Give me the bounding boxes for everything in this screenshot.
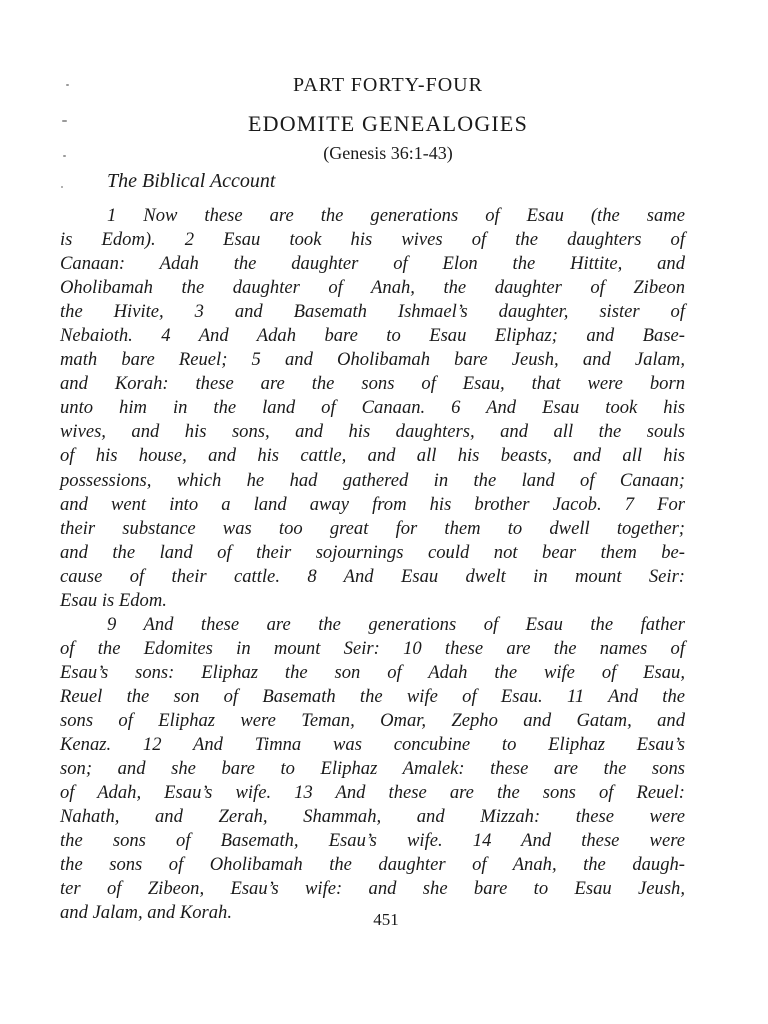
text-line: the Hivite, 3 and Basemath Ishmael’s daughter, sister of <box>60 301 685 323</box>
text-line: and went into a land away from his brother Jacob. 7 For <box>60 493 685 515</box>
text-line: the sons of Basemath, Esau’s wife. 14 And these were <box>60 830 685 852</box>
part-heading: PART FORTY-FOUR <box>293 74 483 96</box>
text-line: their substance was too great for them to dwell together; <box>60 517 685 539</box>
text-line: Reuel the son of Basemath the wife of Esau. 11 And the <box>60 685 685 707</box>
chapter-title: EDOMITE GENEALOGIES <box>247 111 529 136</box>
body-text <box>60 204 685 925</box>
text-line: possessions, which he had gathered in the land of Canaan; <box>60 469 685 491</box>
text-line: son; and she bare to Eliphaz Amalek: these are the sons <box>60 758 685 780</box>
text-line: unto him in the land of Canaan. 6 And Esau took his <box>60 397 685 419</box>
text-line: wives, and his sons, and his daughters, and all the souls <box>60 421 685 443</box>
scan-speck <box>66 84 69 86</box>
text-line: sons of Eliphaz were Teman, Omar, Zepho and Gatam, and <box>60 709 685 731</box>
text-line: is Edom). 2 Esau took his wives of the daughters of <box>60 229 685 251</box>
text-line: cause of their cattle. 8 And Esau dwelt in mount Seir: <box>60 565 685 587</box>
text-line: the sons of Oholibamah the daughter of Anah, the daugh- <box>60 854 685 876</box>
text-line: and Jalam, and Korah. <box>60 902 232 924</box>
text-line: of his house, and his cattle, and all his beasts, and all his <box>60 445 685 467</box>
text-line: and Korah: these are the sons of Esau, that were born <box>60 373 685 395</box>
text-line: of Adah, Esau’s wife. 13 And these are the sons of Reuel: <box>60 782 685 804</box>
scripture-reference: (Genesis 36:1-43) <box>323 143 453 163</box>
text-line: 1 Now these are the generations of Esau (the same <box>107 205 685 226</box>
text-line: Nahath, and Zerah, Shammah, and Mizzah: these were <box>60 806 685 828</box>
page-number: 451 <box>373 910 399 929</box>
text-line: and the land of their sojournings could not bear them be- <box>60 541 685 563</box>
scan-speck <box>62 120 67 122</box>
scan-speck <box>63 155 66 157</box>
text-line: Kenaz. 12 And Timna was concubine to Eliphaz Esau’s <box>60 734 685 756</box>
text-line: math bare Reuel; 5 and Oholibamah bare Jeush, and Jalam, <box>60 349 685 371</box>
text-line: ter of Zibeon, Esau’s wife: and she bare to Esau Jeush, <box>60 878 685 900</box>
text-line: Esau’s sons: Eliphaz the son of Adah the wife of Esau, <box>60 661 685 683</box>
text-line: Canaan: Adah the daughter of Elon the Hittite, and <box>60 253 685 275</box>
section-subheading: The Biblical Account <box>107 170 276 192</box>
text-line: Nebaioth. 4 And Adah bare to Esau Eliphaz; and Base- <box>60 325 685 347</box>
text-line: 9 And these are the generations of Esau the father <box>107 613 685 635</box>
text-line: Oholibamah the daughter of Anah, the daughter of Zibeon <box>60 277 685 299</box>
scan-speck <box>61 186 63 188</box>
text-line: Esau is Edom. <box>60 589 167 611</box>
text-line: of the Edomites in mount Seir: 10 these are the names of <box>60 637 685 659</box>
